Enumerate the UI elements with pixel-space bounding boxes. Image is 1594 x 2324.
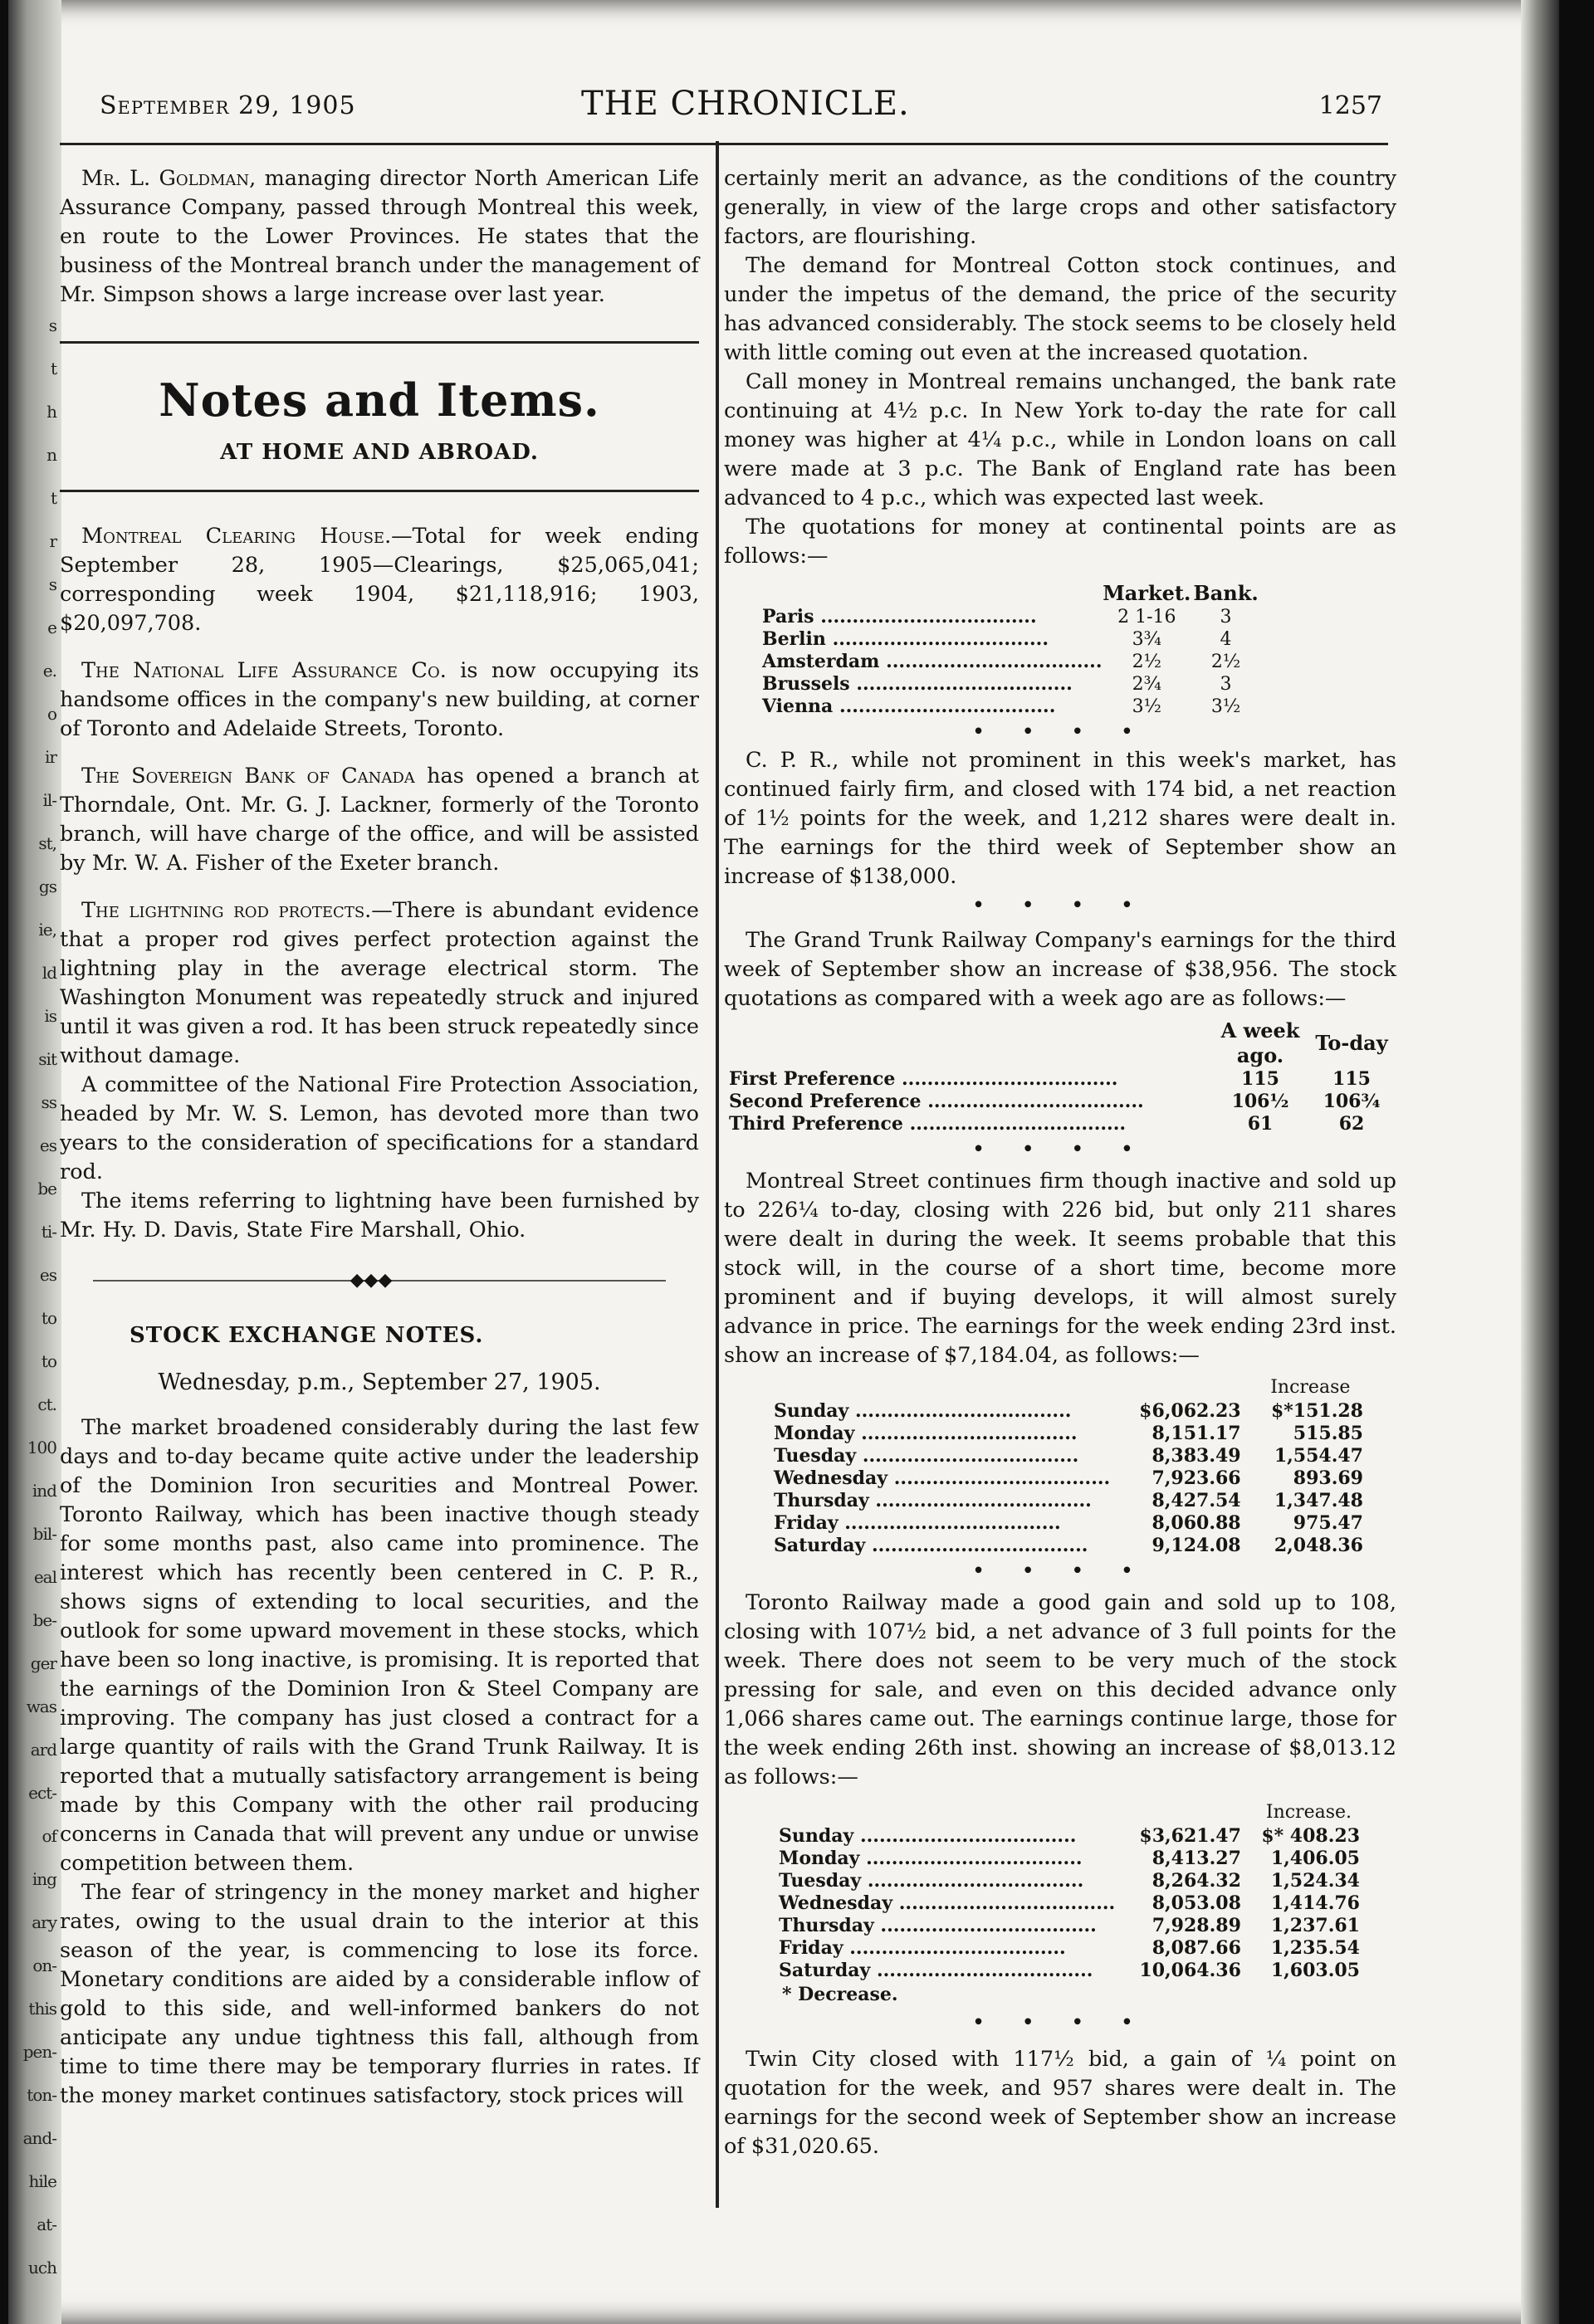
continuation-paragraph: certainly merit an advance, as the conditions of the country generally, in view of the large crops and other satisfactory factors, are flourishing. bbox=[724, 166, 1396, 249]
toronto-railway-row bbox=[779, 1937, 1376, 1960]
earnings-amount: 8,427.54 bbox=[1151, 1490, 1241, 1511]
market-rate: 3½ bbox=[1132, 696, 1161, 717]
adjacent-page-fragment: ect- bbox=[28, 1783, 56, 1803]
montreal-street-paragraph: Montreal Street continues firm though inactive and sold up to 226¼ to-day, closing with 226 bid, but only 211 shares were dealt in during the week. It seems probable that this stock will, in the course of a short time, become more prominent and if buying develops, it will almost surely advance in price. The earnings for the week ending 23rd inst. show an increase of $7,184.04, as follows:— bbox=[724, 1169, 1396, 1368]
adjacent-page-fragment: ton- bbox=[27, 2085, 56, 2105]
adjacent-page-fragment: r bbox=[49, 531, 56, 551]
today-value: 106¾ bbox=[1323, 1091, 1381, 1112]
adjacent-page-fragment: s bbox=[48, 574, 56, 594]
day-label: Friday .................................. bbox=[779, 1937, 1066, 1959]
separator-stars: • • • • bbox=[971, 893, 1149, 918]
adjacent-page-fragment: 100 bbox=[27, 1438, 56, 1457]
toronto-railway-table bbox=[779, 1800, 1376, 1982]
toronto-railway-row bbox=[779, 1892, 1376, 1915]
adjacent-page-fragment: o bbox=[46, 704, 56, 724]
separator-stars: • • • • bbox=[971, 720, 1149, 745]
preference-label: First Preference .................................. bbox=[729, 1068, 1118, 1090]
montreal-street-row bbox=[774, 1467, 1380, 1490]
earnings-amount: 7,923.66 bbox=[1151, 1467, 1241, 1489]
gtr-table bbox=[729, 1018, 1393, 1135]
col-bank: Bank. bbox=[1193, 581, 1259, 605]
earnings-amount: 8,383.49 bbox=[1151, 1445, 1241, 1467]
adjacent-page-fragment: ld bbox=[42, 963, 56, 983]
earnings-increase: 1,406.05 bbox=[1270, 1848, 1360, 1869]
adjacent-page-fragment: was bbox=[26, 1697, 56, 1716]
day-label: Tuesday .................................. bbox=[774, 1445, 1079, 1467]
day-label: Friday .................................. bbox=[774, 1512, 1061, 1534]
earnings-amount: 8,087.66 bbox=[1151, 1937, 1241, 1959]
col-week-ago: A week ago. bbox=[1220, 1018, 1300, 1067]
adjacent-page-fragment: this bbox=[28, 1999, 56, 2019]
adjacent-page-fragment: h bbox=[46, 402, 56, 422]
cpr-paragraph: C. P. R., while not prominent in this week's market, has continued fairly firm, and closed with 174 bid, a net reaction of 1½ points for the week, and 1,212 shares were dealt in. The earnings for the third week of September show an increase of $138,000. bbox=[724, 748, 1396, 889]
week-ago-value: 115 bbox=[1241, 1068, 1279, 1090]
adjacent-page-fragment: to bbox=[41, 1308, 56, 1328]
lightning-text: —There is abundant evidence that a proper rod gives perfect protection against the lightning play in the average electrical storm. The Washington Monument was repeatedly struck and injured until it was given a rod. It has been struck repeatedly since without damage. bbox=[60, 898, 699, 1068]
section-divider bbox=[60, 341, 699, 344]
col-today: To-day bbox=[1315, 1031, 1388, 1055]
gtr-paragraph: The Grand Trunk Railway Company's earnings for the third week of September show an increase of $38,956. The stock quotations as compared with a week ago are as follows:— bbox=[724, 928, 1396, 1011]
earnings-amount: 7,928.89 bbox=[1151, 1915, 1241, 1936]
notes-subtitle: AT HOME AND ABROAD. bbox=[220, 440, 539, 465]
toronto-railway-row bbox=[779, 1915, 1376, 1937]
adjacent-page-fragment: n bbox=[46, 445, 56, 465]
earnings-amount: $6,062.23 bbox=[1139, 1400, 1241, 1422]
earnings-increase: 2,048.36 bbox=[1274, 1535, 1363, 1556]
day-label: Wednesday .................................. bbox=[774, 1467, 1111, 1489]
earnings-amount: 9,124.08 bbox=[1151, 1535, 1241, 1556]
adjacent-page-fragment: to bbox=[41, 1351, 56, 1371]
day-label: Monday .................................. bbox=[779, 1848, 1083, 1869]
bank-rate: 3 bbox=[1220, 674, 1232, 695]
adjacent-page-fragment: pen- bbox=[22, 2042, 56, 2062]
col-increase: Increase. bbox=[1265, 1802, 1352, 1823]
city-label: Berlin .................................. bbox=[762, 628, 1049, 650]
day-label: Thursday .................................. bbox=[779, 1915, 1097, 1936]
city-label: Vienna .................................. bbox=[762, 696, 1056, 717]
page-edge-shadow bbox=[1521, 0, 1559, 2324]
header-title: THE CHRONICLE. bbox=[581, 85, 910, 123]
market-rate: 2 1-16 bbox=[1117, 607, 1176, 627]
day-label: Thursday .................................. bbox=[774, 1490, 1092, 1511]
montreal-street-row bbox=[774, 1423, 1380, 1445]
goldman-paragraph bbox=[60, 164, 699, 310]
col-increase: Increase bbox=[1270, 1377, 1351, 1398]
header-date: September 29, 1905 bbox=[100, 91, 356, 120]
city-label: Brussels .................................. bbox=[762, 673, 1073, 695]
earnings-increase: 1,235.54 bbox=[1270, 1937, 1360, 1959]
adjacent-page-fragment: ary bbox=[32, 1912, 56, 1932]
adjacent-page-fragment: sit bbox=[38, 1049, 56, 1069]
week-ago-value: 61 bbox=[1247, 1113, 1274, 1135]
adjacent-page-fragment: e bbox=[47, 618, 56, 637]
adjacent-page-fragment: t bbox=[50, 359, 56, 378]
header-page-number: 1257 bbox=[1318, 91, 1382, 120]
toronto-railway-paragraph: Toronto Railway made a good gain and sold up to 108, closing with 107½ bid, a net advance of 3 full points for the week. There does not seem to be very much of the stock pressing for sale, and even on this decided advance only 1,066 shares came out. The earnings continue large, those for the week ending 26th inst. showing an increase of $8,013.12 as follows:— bbox=[724, 1590, 1396, 1789]
earnings-increase: $* 408.23 bbox=[1261, 1825, 1360, 1847]
clearing-paragraph bbox=[60, 522, 699, 638]
clearing-text: —Total for week ending September 28, 1905—Clearings, $25,065,041; corresponding week 1904, $21,118,916; 1903, $20,097,708. bbox=[60, 524, 699, 636]
bank-rate: 3 bbox=[1220, 607, 1232, 627]
week-ago-value: 106½ bbox=[1231, 1091, 1289, 1112]
committee-paragraph: A committee of the National Fire Protection Association, headed by Mr. W. S. Lemon, has devoted more than two years to the consideration of specifications for a standard rod. bbox=[60, 1072, 699, 1184]
city-label: Paris .................................. bbox=[762, 606, 1037, 627]
money-row bbox=[762, 628, 1260, 651]
goldman-lead: Mr. L. Goldman, bbox=[81, 166, 257, 191]
notes-title: Notes and Items. bbox=[159, 374, 600, 427]
adjacent-page-fragment: e. bbox=[42, 661, 56, 681]
separator-stars: • • • • bbox=[971, 1559, 1149, 1584]
gtr-row bbox=[729, 1113, 1393, 1135]
adjacent-page-fragment: es bbox=[39, 1265, 56, 1285]
national-text: is now occupying its handsome offices in the company's new building, at corner of Toronto and Adelaide Streets, Toronto. bbox=[60, 658, 699, 741]
adjacent-page-fragment: ing bbox=[32, 1869, 56, 1889]
earnings-amount: 8,053.08 bbox=[1151, 1892, 1241, 1914]
bank-rate: 2½ bbox=[1210, 652, 1241, 672]
adjacent-page-fragment: ti- bbox=[41, 1222, 56, 1242]
city-label: Amsterdam .................................. bbox=[762, 651, 1103, 672]
gtr-row bbox=[729, 1091, 1393, 1113]
adjacent-page-fragment: gs bbox=[38, 876, 56, 896]
market-rate: 2½ bbox=[1132, 652, 1161, 672]
adjacent-page-fragment: ss bbox=[41, 1092, 56, 1112]
goldman-text: managing director North American Life Assurance Company, passed through Montreal this week, en route to the Lower Provinces. He states that the business of the Montreal branch under the management of Mr. Simpson shows a large increase over last year. bbox=[60, 166, 699, 307]
day-label: Saturday .................................. bbox=[779, 1960, 1093, 1981]
earnings-amount: $3,621.47 bbox=[1139, 1825, 1241, 1847]
clearing-lead: Montreal Clearing House. bbox=[81, 524, 392, 549]
day-label: Saturday .................................. bbox=[774, 1535, 1088, 1556]
twin-city-paragraph: Twin City closed with 117½ bid, a gain of ¼ point on quotation for the week, and 957 shares were dealt in. The earnings for the second week of September show an increase of $31,020.65. bbox=[724, 2047, 1396, 2159]
earnings-amount: 10,064.36 bbox=[1139, 1960, 1241, 1981]
gtr-row bbox=[729, 1068, 1393, 1091]
ornament-rule bbox=[60, 1257, 699, 1306]
day-label: Sunday .................................. bbox=[774, 1400, 1072, 1422]
decrease-note: * Decrease. bbox=[782, 1984, 898, 2005]
preference-label: Third Preference .................................. bbox=[729, 1113, 1127, 1135]
toronto-railway-row bbox=[779, 1870, 1376, 1892]
section-divider bbox=[60, 490, 699, 492]
adjacent-page-fragment: st, bbox=[38, 833, 56, 853]
adjacent-page-fragment: il- bbox=[42, 790, 56, 810]
adjacent-page-fragment: and- bbox=[22, 2128, 56, 2148]
right-column bbox=[724, 164, 1396, 2161]
sovereign-text: has opened a branch at Thorndale, Ont. Mr. G. J. Lackner, formerly of the Toronto branch, will have charge of the office, and will be assisted by Mr. W. A. Fisher of the Exeter branch. bbox=[60, 764, 700, 876]
stock-exchange-heading: STOCK EXCHANGE NOTES. bbox=[130, 1323, 484, 1348]
separator-stars: • • • • bbox=[971, 2010, 1149, 2035]
page-header bbox=[100, 81, 1382, 131]
adjacent-page-fragment: eal bbox=[33, 1567, 56, 1587]
market-rate: 3¾ bbox=[1132, 629, 1161, 650]
earnings-increase: 1,237.61 bbox=[1270, 1915, 1360, 1936]
toronto-railway-row bbox=[779, 1848, 1376, 1870]
toronto-railway-row bbox=[779, 1825, 1376, 1848]
items-paragraph: The items referring to lightning have been furnished by Mr. Hy. D. Davis, State Fire Marshall, Ohio. bbox=[60, 1189, 699, 1243]
newspaper-page bbox=[8, 0, 1559, 2324]
earnings-increase: 893.69 bbox=[1293, 1467, 1363, 1489]
earnings-increase: $*151.28 bbox=[1270, 1400, 1363, 1422]
lightning-paragraph bbox=[60, 896, 699, 1071]
national-paragraph bbox=[60, 657, 699, 744]
money-rates-table bbox=[762, 581, 1260, 718]
header-rule bbox=[60, 143, 1388, 145]
adjacent-page-fragment: is bbox=[44, 1006, 56, 1026]
bank-rate: 4 bbox=[1220, 629, 1232, 650]
separator-stars: • • • • bbox=[971, 1137, 1149, 1162]
earnings-increase: 1,524.34 bbox=[1270, 1870, 1360, 1892]
day-label: Tuesday .................................. bbox=[779, 1870, 1084, 1892]
adjacent-page-fragment: at- bbox=[37, 2214, 56, 2234]
adjacent-page-strip bbox=[8, 0, 61, 2324]
adjacent-page-fragment: ger bbox=[30, 1653, 56, 1673]
adjacent-page-fragment: of bbox=[42, 1826, 56, 1846]
earnings-increase: 1,414.76 bbox=[1270, 1892, 1360, 1914]
national-lead: The National Life Assurance Co. bbox=[81, 658, 447, 683]
col-market: Market. bbox=[1103, 581, 1191, 605]
adjacent-page-fragment: ind bbox=[32, 1481, 56, 1501]
adjacent-page-fragment: ct. bbox=[37, 1394, 56, 1414]
day-label: Monday .................................. bbox=[774, 1423, 1078, 1444]
toronto-railway-row bbox=[779, 1960, 1376, 1982]
cotton-paragraph: The demand for Montreal Cotton stock continues, and under the impetus of the demand, the price of the security has advanced considerably. The stock seems to be closely held with little coming out even at the increased quotation. bbox=[724, 253, 1396, 365]
sovereign-lead: The Sovereign Bank of Canada bbox=[81, 764, 415, 788]
lightning-lead: The lightning rod protects. bbox=[81, 898, 372, 923]
adjacent-page-fragment: ie, bbox=[38, 920, 56, 940]
adjacent-page-fragment: on- bbox=[32, 1955, 56, 1975]
adjacent-page-fragment: es bbox=[39, 1135, 56, 1155]
money-row bbox=[762, 696, 1260, 718]
day-label: Sunday .................................. bbox=[779, 1825, 1077, 1847]
montreal-street-row bbox=[774, 1490, 1380, 1512]
adjacent-page-fragment: ard bbox=[30, 1740, 56, 1760]
fear-paragraph: The fear of stringency in the money market and higher rates, owing to the usual drain to the interior at this season of the year, is commencing to lose its force. Monetary conditions are aided by a considerable inflow of gold to this side, and well-informed bankers do not anticipate any undue tightness this fall, although from time to time there may be temporary flurries in rates. If the money market continues satisfactory, stock prices will bbox=[60, 1880, 699, 2108]
montreal-street-row bbox=[774, 1400, 1380, 1423]
adjacent-page-fragment: be- bbox=[32, 1610, 56, 1630]
day-label: Wednesday .................................. bbox=[779, 1892, 1116, 1914]
money-row bbox=[762, 651, 1260, 673]
money-row bbox=[762, 673, 1260, 696]
sovereign-paragraph bbox=[60, 762, 699, 878]
left-column bbox=[60, 164, 699, 2111]
earnings-increase: 1,603.05 bbox=[1270, 1960, 1360, 1981]
montreal-street-row bbox=[774, 1512, 1380, 1535]
montreal-street-row bbox=[774, 1535, 1380, 1557]
bank-rate: 3½ bbox=[1210, 696, 1241, 717]
market-rate: 2¾ bbox=[1132, 674, 1161, 695]
montreal-street-table bbox=[774, 1375, 1380, 1557]
market-paragraph: The market broadened considerably during the last few days and to-day became quite active under the leadership of the Dominion Iron securities and Montreal Power. Toronto Railway, which has been inactive though steady for some months past, also came into prominence. The interest which has recently been centered in C. P. R., shows signs of extending to local securities, and the outlook for some upward movement in these stocks, which have been so long inactive, is promising. It is reported that the earnings of the Dominion Iron & Steel Company are improving. The company has just closed a contract for a large quantity of rails with the Grand Trunk Railway. It is reported that a mutually satisfactory arrangement is being made by this Company with the other rail producing concerns in Canada that will prevent any undue or unwise competition between them. bbox=[60, 1415, 699, 1876]
adjacent-page-fragment: be bbox=[37, 1179, 56, 1199]
earnings-amount: 8,413.27 bbox=[1151, 1848, 1241, 1869]
earnings-increase: 1,347.48 bbox=[1274, 1490, 1363, 1511]
adjacent-page-fragment: t bbox=[50, 488, 56, 508]
stock-dateline: Wednesday, p.m., September 27, 1905. bbox=[158, 1370, 601, 1395]
earnings-increase: 975.47 bbox=[1293, 1512, 1363, 1534]
column-rule bbox=[716, 141, 719, 2208]
preference-label: Second Preference .................................. bbox=[729, 1091, 1144, 1112]
earnings-increase: 1,554.47 bbox=[1274, 1445, 1363, 1467]
earnings-amount: 8,151.17 bbox=[1151, 1423, 1241, 1444]
adjacent-page-fragment: s bbox=[48, 315, 56, 335]
earnings-amount: 8,264.32 bbox=[1151, 1870, 1241, 1892]
adjacent-page-fragment: hile bbox=[28, 2171, 56, 2191]
today-value: 115 bbox=[1332, 1068, 1371, 1090]
quotations-paragraph: The quotations for money at continental points are as follows:— bbox=[724, 515, 1396, 569]
earnings-increase: 515.85 bbox=[1293, 1423, 1363, 1444]
earnings-amount: 8,060.88 bbox=[1151, 1512, 1241, 1534]
ornament-diamonds: ◆◆◆ bbox=[350, 1270, 393, 1291]
adjacent-page-fragment: ir bbox=[45, 747, 56, 767]
call-money-paragraph: Call money in Montreal remains unchanged, the bank rate continuing at 4½ p.c. In New York to-day the rate for call money was higher at 4¼ p.c., while in London loans on call were made at 3 p.c. The Bank of England rate has been advanced to 4 p.c., which was expected last week. bbox=[724, 369, 1396, 510]
adjacent-page-fragment: uch bbox=[28, 2258, 56, 2278]
today-value: 62 bbox=[1338, 1113, 1365, 1135]
money-row bbox=[762, 606, 1260, 628]
montreal-street-row bbox=[774, 1445, 1380, 1467]
adjacent-page-fragment: bil- bbox=[32, 1524, 56, 1544]
